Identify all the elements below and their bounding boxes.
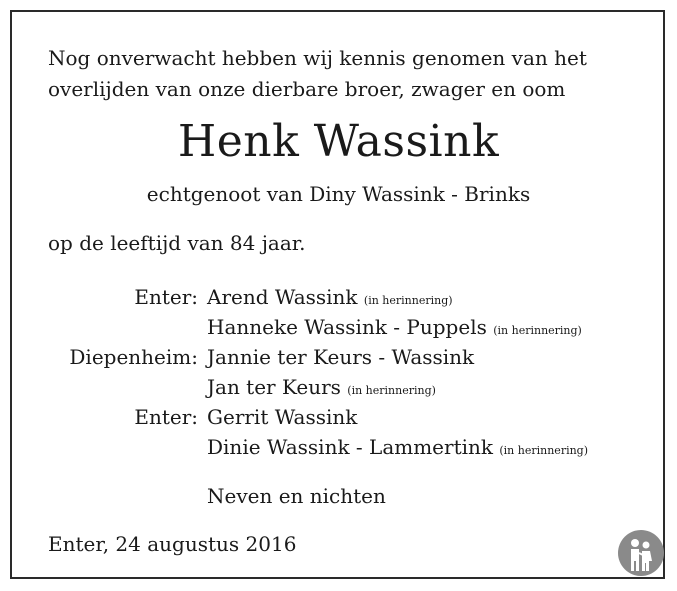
intro-line-2: overlijden van onze dierbare broer, zwager en oom <box>48 77 566 101</box>
relative-entry <box>207 405 357 429</box>
nephews-line: Neven en nichten <box>207 484 386 508</box>
relative-note: (in herinnering) <box>363 294 453 307</box>
relative-note: (in herinnering) <box>493 324 582 337</box>
relative-entry <box>207 285 453 309</box>
intro-line-1: Nog onverwacht hebben wij kennis genomen van het <box>48 46 587 70</box>
deceased-name: Henk Wassink <box>177 116 500 167</box>
relative-entry <box>207 315 582 339</box>
relative-name: Dinie Wassink - Lammertink <box>207 435 494 459</box>
relative-entry <box>207 345 474 369</box>
relative-place: Diepenheim: <box>69 345 198 369</box>
spouse-line: echtgenoot van Diny Wassink - Brinks <box>146 182 531 206</box>
relative-entry <box>207 435 588 459</box>
relative-place: Enter: <box>134 405 198 429</box>
relative-note: (in herinnering) <box>347 384 436 397</box>
memorial-logo-icon <box>617 529 665 577</box>
relative-name: Arend Wassink <box>207 285 358 309</box>
relative-note: (in herinnering) <box>499 444 589 457</box>
relative-name: Gerrit Wassink <box>207 405 358 429</box>
age-line: op de leeftijd van 84 jaar. <box>48 231 306 255</box>
relative-place: Enter: <box>134 285 198 309</box>
footer-place-date: Enter, 24 augustus 2016 <box>48 532 297 556</box>
relative-entry <box>207 375 436 399</box>
relative-name: Jan ter Keurs <box>207 375 341 399</box>
relative-name: Jannie ter Keurs - Wassink <box>207 345 475 369</box>
relative-name: Hanneke Wassink - Puppels <box>207 315 487 339</box>
